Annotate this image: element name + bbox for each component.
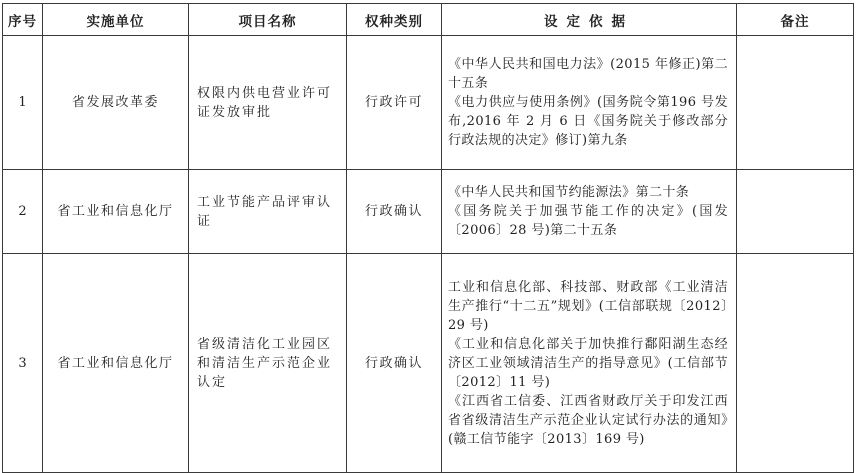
row-unit: 省工业和信息化厅 — [43, 254, 189, 473]
row-basis — [442, 170, 737, 254]
row-seq: 3 — [3, 254, 43, 473]
row-basis — [442, 254, 737, 473]
basis-entry: 《国务院关于加强节能工作的决定》(国发〔2006〕28 号)第二十五条 — [448, 204, 728, 238]
header-row — [3, 4, 854, 36]
row-kind: 行政确认 — [347, 170, 442, 254]
header-seq: 序号 — [3, 4, 43, 36]
table-row — [3, 170, 854, 254]
basis-entry: 《工业和信息化部关于加快推行鄱阳湖生态经济区工业领域清洁生产的指导意见》(工信部节〔2012〕11 号) — [448, 336, 728, 390]
header-basis: 设定依据 — [442, 4, 737, 36]
row-kind: 行政许可 — [347, 36, 442, 170]
row-seq: 2 — [3, 170, 43, 254]
authority-table — [2, 3, 854, 473]
row-note — [737, 170, 854, 254]
row-unit: 省工业和信息化厅 — [43, 170, 189, 254]
table-row — [3, 36, 854, 170]
row-item: 省级清洁化工业园区和清洁生产示范企业认定 — [189, 254, 347, 473]
row-unit: 省发展改革委 — [43, 36, 189, 170]
row-basis — [442, 36, 737, 170]
basis-entry: 《电力供应与使用条例》(国务院令第196 号发布,2016 年 2 月 6 日《国务院关于修改部分行政法规的决定》修订)第九条 — [448, 95, 728, 148]
row-item: 工业节能产品评审认证 — [189, 170, 347, 254]
basis-entry: 《中华人民共和国节约能源法》第二十条 — [448, 185, 690, 200]
basis-entry: 工业和信息化部、科技部、财政部《工业清洁生产推行“十二五”规划》(工信部联规〔2012〕29 号) — [448, 279, 728, 333]
row-note — [737, 254, 854, 473]
header-unit: 实施单位 — [43, 4, 189, 36]
basis-entry: 《中华人民共和国电力法》(2015 年修正)第二十五条 — [448, 57, 728, 91]
basis-entry: 《江西省工信委、江西省财政厅关于印发江西省省级清洁生产示范企业认定试行办法的通知》(赣工信节能字〔2013〕169 号) — [448, 393, 728, 447]
row-item: 权限内供电营业许可证发放审批 — [189, 36, 347, 170]
header-kind: 权种类别 — [347, 4, 442, 36]
table-row — [3, 254, 854, 473]
row-note — [737, 36, 854, 170]
row-seq: 1 — [3, 36, 43, 170]
header-item: 项目名称 — [189, 4, 347, 36]
header-note: 备注 — [737, 4, 854, 36]
row-kind: 行政确认 — [347, 254, 442, 473]
